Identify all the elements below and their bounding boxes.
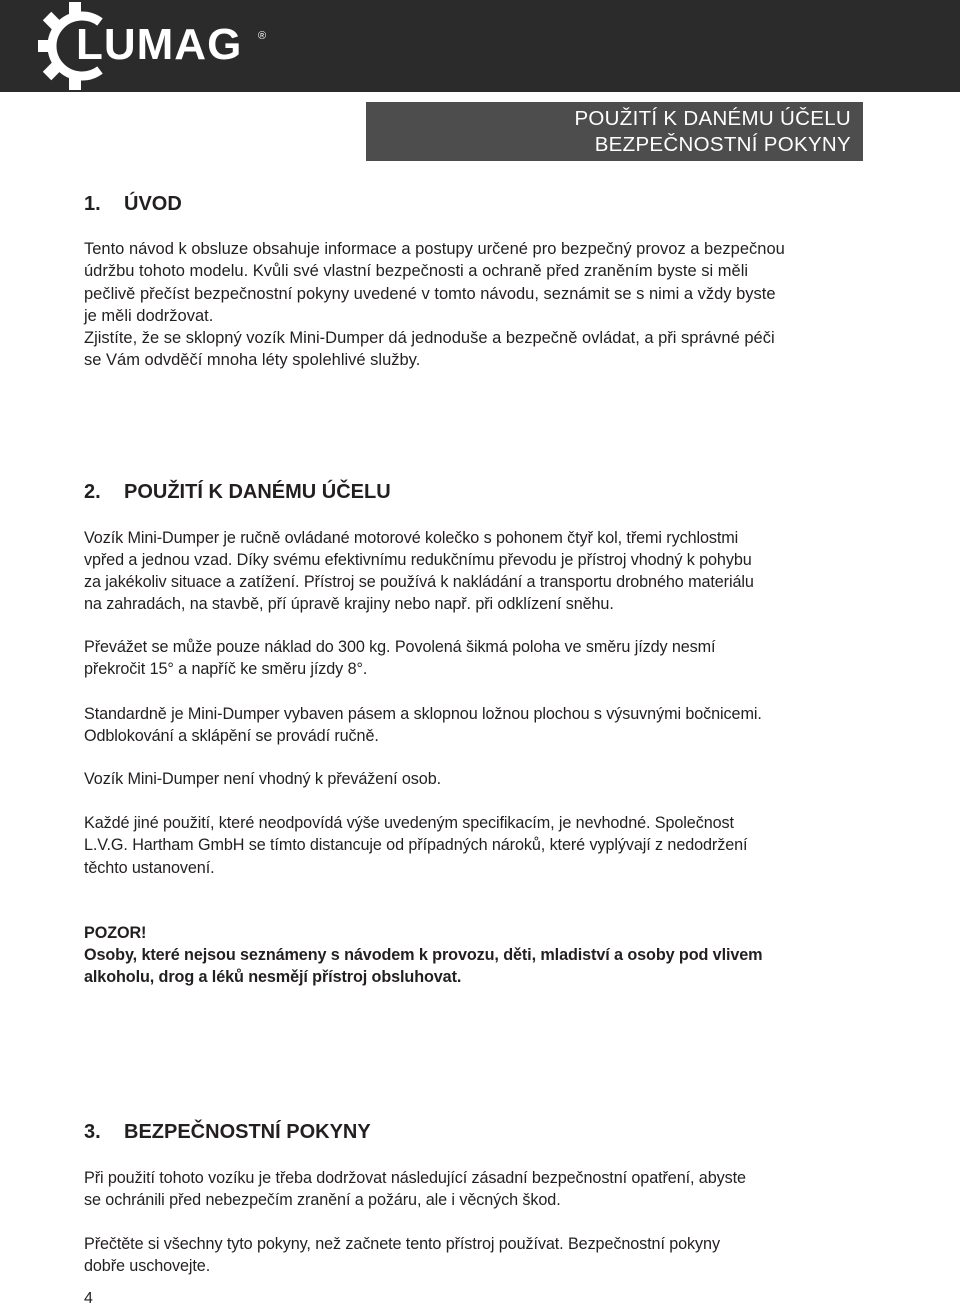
chapter-title-box [366, 102, 863, 161]
paragraph-line: Přečtěte si všechny tyto pokyny, než začnete tento přístroj používat. Bezpečnostní pokyny [84, 1235, 720, 1253]
paragraph-line: Zjistíte, že se sklopný vozík Mini-Dumper dá jednoduše a bezpečně ovládat, a při správné péči [84, 329, 775, 347]
warning-line: alkoholu, drog a léků nesmějí přístroj obsluhovat. [84, 968, 462, 986]
paragraph-line: se Vám odvděčí mnoha léty spolehlivé služby. [84, 351, 421, 369]
paragraph-line: Standardně je Mini-Dumper vybaven pásem a sklopnou ložnou plochou s výsuvnými bočnicemi. [84, 705, 762, 723]
paragraph-line: dobře uschovejte. [84, 1257, 211, 1275]
section-heading-bezpecnostni [84, 1121, 371, 1144]
logo-wordmark: LUMAG [76, 20, 243, 69]
paragraph-line: pečlivě přečíst bezpečnostní pokyny uvedené v tomto návodu, seznámit se s nimi a vždy byste [84, 285, 776, 303]
paragraph-line: Každé jiné použití, které neodpovídá výše uvedeným specifikacím, je nevhodné. Společnost [84, 814, 734, 832]
section-heading-uvod [84, 193, 182, 216]
warning-line: Osoby, které nejsou seznámeny s návodem k provozu, děti, mladiství a osoby pod vlivem [84, 946, 763, 964]
paragraph-line: Odblokování a sklápění se provádí ručně. [84, 727, 379, 745]
section-title: BEZPEČNOSTNÍ POKYNY [124, 1121, 371, 1143]
section-number: 1. [84, 193, 101, 215]
paragraph-line: je měli dodržovat. [84, 307, 214, 325]
section-number: 3. [84, 1121, 101, 1143]
paragraph-line: se ochránili před nebezpečím zranění a požáru, ale i věcných škod. [84, 1191, 561, 1209]
paragraph-line: Vozík Mini-Dumper je ručně ovládané motorové kolečko s pohonem čtyř kol, třemi rychlostmi [84, 529, 739, 547]
chapter-title-line1: POUŽITÍ K DANÉMU ÚČELU [574, 107, 851, 130]
registered-mark: ® [258, 30, 267, 42]
paragraph-line: L.V.G. Hartham GmbH se tímto distancuje od případných nároků, které vyplývají z nedodržení [84, 836, 748, 854]
paragraph-line: na zahradách, na stavbě, pří úpravě krajiny nebo např. při odklízení sněhu. [84, 595, 614, 613]
page-number: 4 [84, 1290, 93, 1307]
warning-title: POZOR! [84, 924, 147, 942]
paragraph-line: vpřed a jednou vzad. Díky svému efektivnímu redukčnímu převodu je přístroj vhodný k pohybu [84, 551, 752, 569]
paragraph-line: údržbu tohoto modelu. Kvůli své vlastní bezpečnosti a ochraně před zraněním byste si měli [84, 262, 749, 280]
paragraph-line: Tento návod k obsluze obsahuje informace a postupy určené pro bezpečný provoz a bezpečnou [84, 240, 785, 258]
chapter-title-line2: BEZPEČNOSTNÍ POKYNY [594, 133, 851, 156]
paragraph-line: Převážet se může pouze náklad do 300 kg. Povolená šikmá poloha ve směru jízdy nesmí [84, 638, 716, 656]
paragraph-line: Vozík Mini-Dumper není vhodný k převážení osob. [84, 770, 442, 788]
header-bar [0, 0, 960, 92]
paragraph-line: těchto ustanovení. [84, 859, 215, 877]
section-title: ÚVOD [124, 193, 182, 215]
paragraph-line: za jakékoliv situace a zatížení. Přístroj se používá k nakládání a transportu drobného materiálu [84, 573, 754, 591]
section-title: POUŽITÍ K DANÉMU ÚČELU [124, 481, 391, 503]
paragraph-line: Při použití tohoto vozíku je třeba dodržovat následující zásadní bezpečnostní opatření, abyste [84, 1169, 746, 1187]
paragraph-line: překročit 15° a napříč ke směru jízdy 8°. [84, 660, 368, 678]
section-number: 2. [84, 481, 101, 503]
section-heading-pouziti [84, 481, 391, 504]
